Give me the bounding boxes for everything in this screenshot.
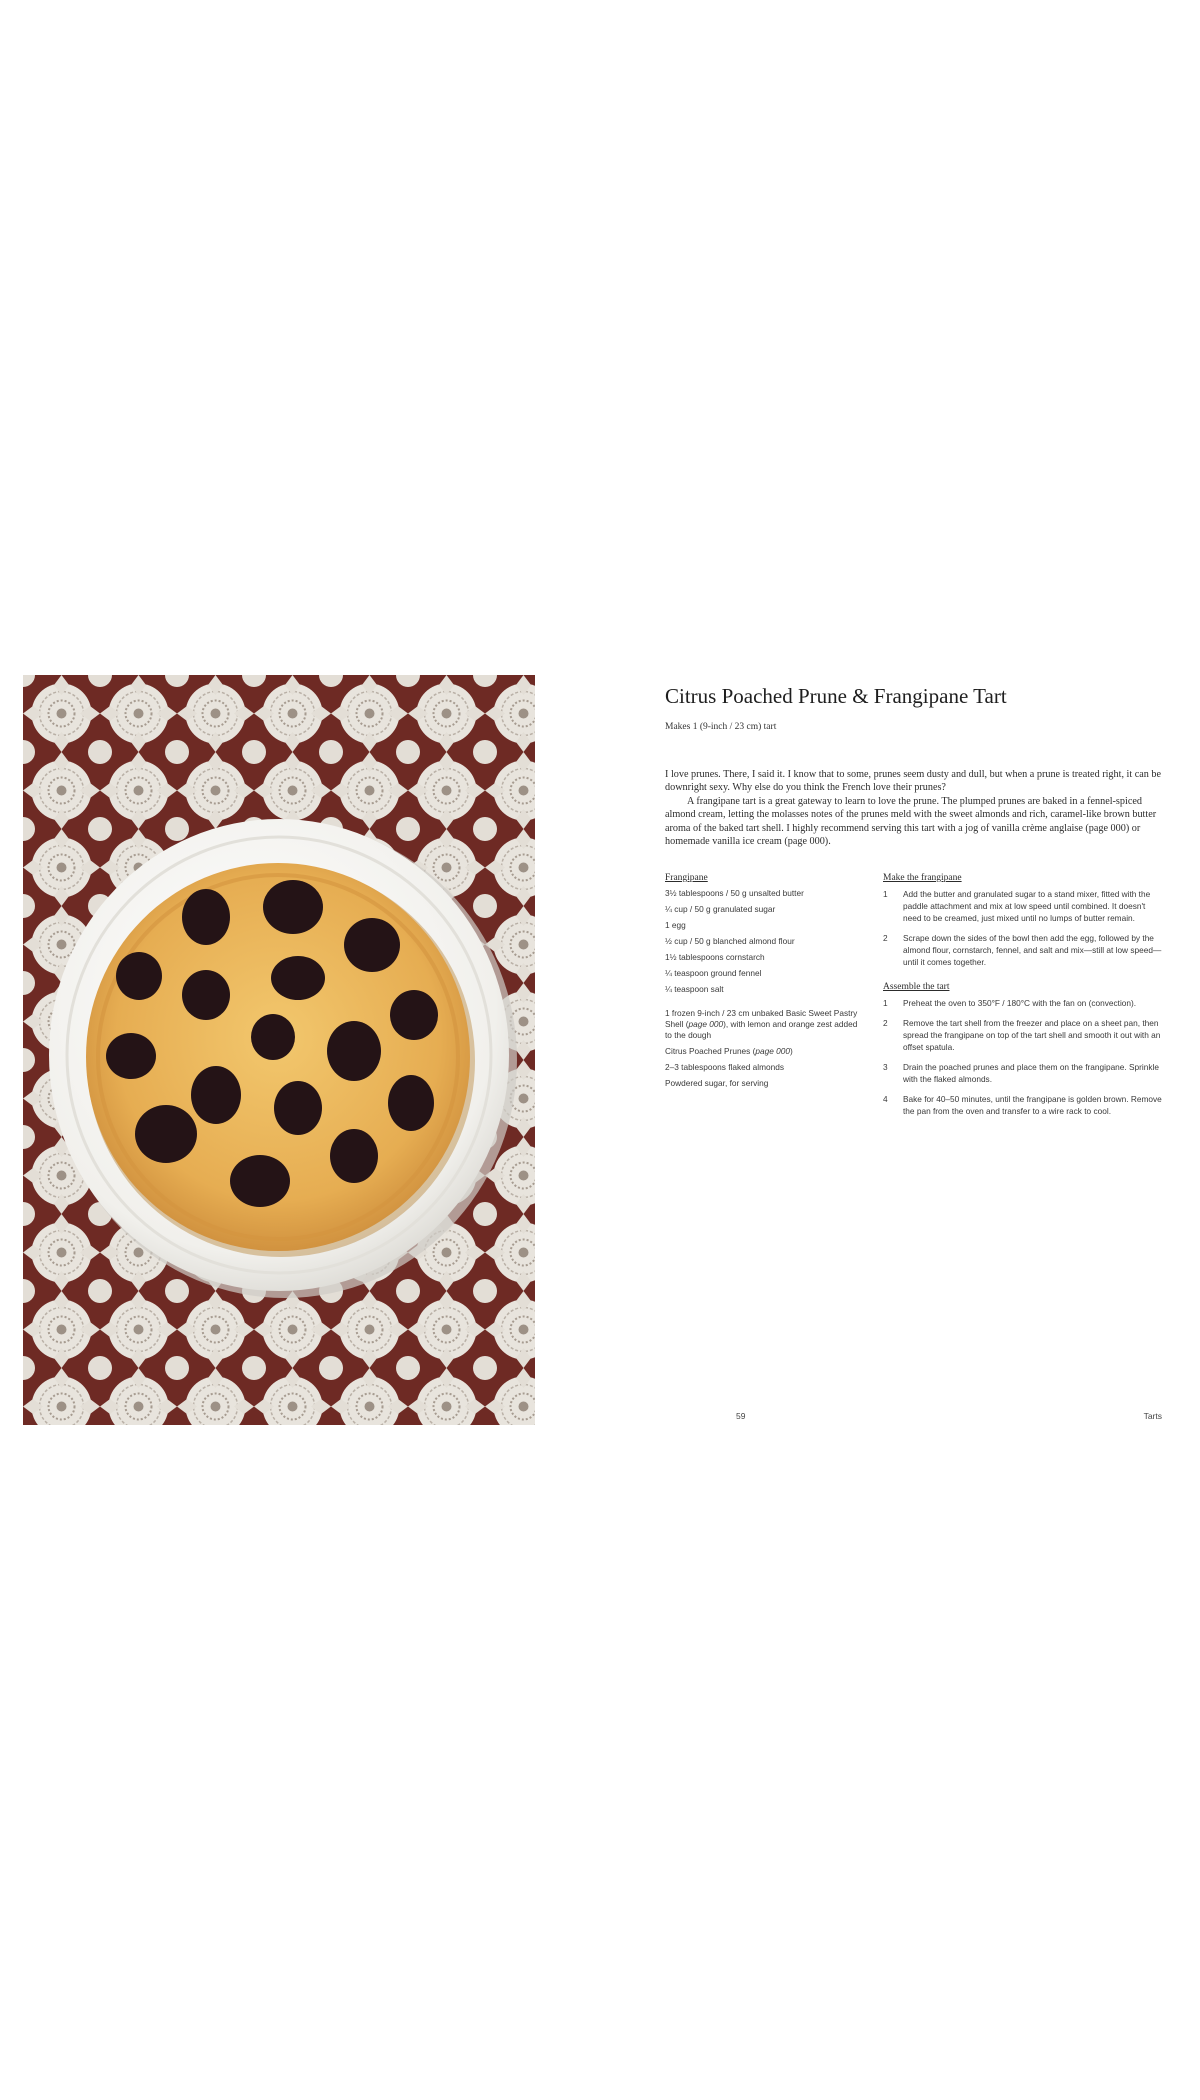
ingredient-item: 1 frozen 9-inch / 23 cm unbaked Basic Sweet Pastry Shell (page 000), with lemon and orange zest added to the dough <box>665 1008 858 1040</box>
intro-paragraph: I love prunes. There, I said it. I know that to some, prunes seem dusty and dull, but when a prune is treated right, it can be downright sexy. Why else do you think the French love their prunes? <box>665 769 1162 794</box>
method-step <box>883 1061 1165 1085</box>
step-text: Scrape down the sides of the bowl then add the egg, followed by the almond flour, cornstarch, fennel, and salt and mix—still at low speed—until it comes together. <box>903 933 1162 967</box>
section-name: Tarts <box>1143 1411 1162 1421</box>
assemble-tart-heading: Assemble the tart <box>883 982 950 992</box>
step-text: Remove the tart shell from the freezer and place on a sheet pan, then spread the frangipane on top of the tart shell and smooth it out with an offset spatula. <box>903 1018 1161 1052</box>
ingredient-item: 2–3 tablespoons flaked almonds <box>665 1062 785 1072</box>
ingredient-item: 3½ tablespoons / 50 g unsalted butter <box>665 888 804 898</box>
ingredient-item: 1 egg <box>665 920 686 930</box>
step-number: 4 <box>883 1094 888 1104</box>
method-step <box>883 1093 1165 1117</box>
method-column <box>883 873 1165 1125</box>
intro-paragraph: A frangipane tart is a great gateway to learn to love the prune. The plumped prunes are baked in a fennel-spiced almond cream, letting the molasses notes of the prunes meld with the sweet almonds and rich, caramel-like brown butter aroma of the baked tart shell. I highly recommend serving this tart with a jog of vanilla crème anglaise (page 000) or homemade vanilla ice cream (page 000). <box>665 795 1157 848</box>
page-number: 59 <box>736 1411 746 1421</box>
method-step <box>883 888 1165 924</box>
ingredient-item: Citrus Poached Prunes (page 000) <box>665 1046 793 1056</box>
ingredient-item: ¼ teaspoon salt <box>665 984 724 994</box>
frangipane-heading: Frangipane <box>665 873 708 883</box>
step-number: 1 <box>883 998 888 1008</box>
step-number: 3 <box>883 1062 888 1072</box>
make-frangipane-heading: Make the frangipane <box>883 873 962 883</box>
step-number: 2 <box>883 1018 888 1028</box>
step-text: Add the butter and granulated sugar to a stand mixer, fitted with the paddle attachment and mix at low speed until combined. It doesn't need to be creamed, just mixed until no lumps of butter remain. <box>903 889 1151 923</box>
step-text: Drain the poached prunes and place them on the frangipane. Sprinkle with the flaked almonds. <box>903 1062 1159 1084</box>
tart-illustration <box>23 675 535 1425</box>
tart-photo <box>23 675 535 1425</box>
step-text: Bake for 40–50 minutes, until the frangipane is golden brown. Remove the pan from the oven and transfer to a wire rack to cool. <box>903 1094 1162 1116</box>
ingredient-item: ½ cup / 50 g blanched almond flour <box>665 936 795 946</box>
ingredients-column <box>665 873 865 1094</box>
step-text: Preheat the oven to 350°F / 180°C with the fan on (convection). <box>903 998 1137 1008</box>
ingredient-item: ¼ teaspoon ground fennel <box>665 968 762 978</box>
method-step <box>883 932 1165 968</box>
method-step <box>883 1017 1165 1053</box>
ingredient-item: Powdered sugar, for serving <box>665 1078 769 1088</box>
ingredient-item: ¼ cup / 50 g granulated sugar <box>665 904 776 914</box>
method-step <box>883 997 1165 1009</box>
ingredient-item: 1½ tablespoons cornstarch <box>665 952 765 962</box>
recipe-intro <box>665 768 1165 848</box>
step-number: 1 <box>883 889 888 899</box>
recipe-yield: Makes 1 (9-inch / 23 cm) tart <box>665 722 777 732</box>
recipe-title: Citrus Poached Prune & Frangipane Tart <box>665 684 1007 708</box>
step-number: 2 <box>883 933 888 943</box>
